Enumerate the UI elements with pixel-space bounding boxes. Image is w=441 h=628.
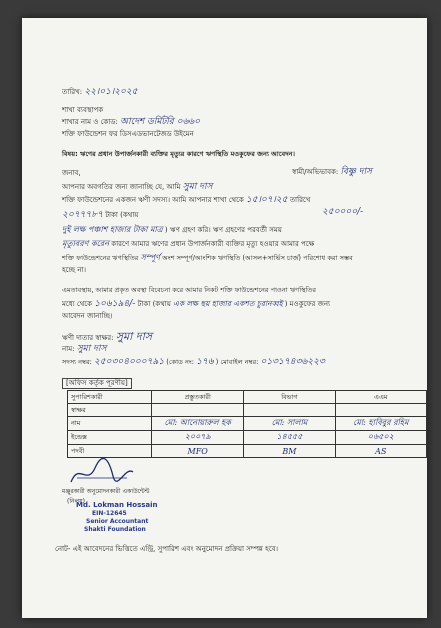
mobile-value: ০১৩১৭৪৩৬২২৩ xyxy=(260,357,325,367)
waiver-words-value: এক লক্ষ ছয় হাজার একশত চুরানব্বই xyxy=(173,299,283,308)
code-label: (কোড নং: xyxy=(166,358,194,366)
body-line-3 xyxy=(62,211,139,220)
table-cell xyxy=(152,445,244,458)
code-value: ১৭৬ xyxy=(196,357,214,367)
body-line-3b xyxy=(62,225,282,235)
body-text: আপনার অবগতির জন্য জানাচ্ছি যে, আমি xyxy=(62,183,181,191)
table-header-cell: সুপারিশকারী xyxy=(68,391,152,404)
foundation-name: শক্তি ফাউন্ডেশন ফর ডিসএডভানটেজড উইমেন xyxy=(62,130,194,138)
approver-label: মঞ্জুরকারী অনুমোদনকারী একাউন্টেন্ট xyxy=(62,488,150,495)
table-header-row xyxy=(68,391,427,404)
body-text: অংশ সম্পূর্ণ/আংশিক ঋণস্থিতি (আসল+সার্ভিস চার্জ) পরিশোধ করা সম্ভব xyxy=(162,254,353,262)
cell-value: ০৬৫০২ xyxy=(367,432,394,441)
cell-value: মো: আনোয়ারুল হক xyxy=(164,418,231,427)
body-text: কারণে আমার ঋণের প্রধান উপার্জনকারী ব্যক্তির মৃত্যু হওয়ার আমার পক্ষে xyxy=(111,240,315,248)
branch-label: শাখার নাম ও কোড: xyxy=(62,118,118,126)
approver-name: Md. Lokman Hossain xyxy=(76,501,158,509)
death-reason-value: মৃত্যুবরণ করেন xyxy=(62,239,109,248)
office-use-label: [অফিস কর্তৃক পূরণীয়] xyxy=(62,378,132,389)
date-value: ২২।০১।২০২৫ xyxy=(84,87,138,97)
table-header-cell: বিভাগ xyxy=(244,391,335,404)
cell-value: BM xyxy=(282,446,297,456)
body-text: টাকা (কথায় xyxy=(105,211,139,219)
loan-words-value: দুই লক্ষ পঞ্চাশ হাজার টাকা মাত্র xyxy=(62,225,163,234)
signature-row xyxy=(62,332,152,343)
table-cell xyxy=(152,417,244,431)
row-label: স্বাক্ষর xyxy=(68,404,152,417)
cell-value: মো: সালাম xyxy=(271,418,308,427)
approver-org: Shakti Foundation xyxy=(84,526,146,533)
application-sheet xyxy=(22,18,427,618)
member-label: সদস্য নম্বর: xyxy=(62,358,92,366)
table-cell xyxy=(244,431,335,445)
husband-row xyxy=(292,168,372,177)
husband-label: স্বামী/অভিভাবক: xyxy=(292,168,339,176)
table-cell xyxy=(335,417,426,431)
row-label: পদবী xyxy=(68,445,152,458)
date-label: তারিখ: xyxy=(62,88,83,96)
table-cell xyxy=(152,404,244,417)
mobile-label: ) মোবাইল নম্বর: xyxy=(215,358,259,366)
body-line-4 xyxy=(62,239,314,249)
signature-label: ঋণী দাতার স্বাক্ষর: xyxy=(62,334,114,342)
signatory-name-row xyxy=(62,345,106,354)
table-row xyxy=(68,404,427,417)
body-text: মধ্যে থেকে xyxy=(62,300,92,308)
body-text: ) ঋণ গ্রহণ করি। ঋণ গ্রহণের পরবর্তী সময় xyxy=(164,226,282,234)
subject-line: বিষয়: ঋণের প্রধান উপার্জনকারী ব্যক্তির মৃত্যুর কারণে ঋণস্থিতি মওকুফের জন্য আবেদন। xyxy=(62,150,295,158)
table-cell xyxy=(244,445,335,458)
member-row xyxy=(62,358,325,367)
approver-ein: EIN-12645 xyxy=(92,510,127,517)
cell-value: ১৪৫৫৫ xyxy=(276,432,303,441)
row-label: নাম xyxy=(68,417,152,431)
approver-prefix: (নিলয়) xyxy=(67,498,85,505)
cell-value: MFO xyxy=(187,446,208,456)
body-text: ) মওকুফের জন্য xyxy=(284,300,331,308)
para2-line-3: আবেদন জানাচ্ছি। xyxy=(62,312,113,320)
para2-line-1: এমতাবস্থায়, আমার প্রকৃত অবস্থা বিবেচনা করে আমার নিকট শক্তি ফাউন্ডেশনের পাওনা ঋণস্থিতির xyxy=(62,286,316,294)
table-header-cell: এএম xyxy=(335,391,426,404)
husband-value: বিষ্ণু দাস xyxy=(340,167,372,177)
portion-value: সম্পূর্ণ xyxy=(140,253,160,262)
branch-row xyxy=(62,118,200,127)
table-cell xyxy=(152,431,244,445)
table-header-cell: প্রস্তুতকারী xyxy=(152,391,244,404)
waiver-amount-value: ১০৬১৯৪/- xyxy=(94,299,136,309)
footnote: নোট- এই আবেদনের ভিত্তিতে এন্ট্রি, সুপারিশ এবং অনুমোদন প্রক্রিয়া সম্পন্ন হবে। xyxy=(55,545,279,553)
loan-code-value: ২৫০০০০/- xyxy=(322,207,364,217)
body-line-5 xyxy=(62,253,353,263)
table-cell xyxy=(335,431,426,445)
loan-date-value: ১৫।০৭।২৫ xyxy=(246,195,288,205)
loan-amount-value: ২০৭৭৭৮৭ xyxy=(62,210,103,220)
branch-value: আদেশ ডর্মিটরি ০৬৬০ xyxy=(120,117,201,127)
recommendation-table xyxy=(67,390,427,458)
body-text: শক্তি ফাউন্ডেশনের ঋণস্থিতির xyxy=(62,254,139,262)
cell-value: AS xyxy=(375,446,387,456)
body-line-1 xyxy=(62,183,212,192)
approver-title: Senior Accountant xyxy=(86,518,149,525)
body-line-2 xyxy=(62,196,310,205)
body-line-6: হচ্ছে না। xyxy=(62,266,87,274)
table-cell xyxy=(244,417,335,431)
table-cell xyxy=(244,404,335,417)
member-value: ২৫০৩০৪০০০৭৯১ xyxy=(93,357,165,367)
body-text: তারিখে xyxy=(289,196,311,204)
signature-scribble-icon xyxy=(67,456,137,490)
signatory-name-label: নাম: xyxy=(62,345,75,353)
cell-value: ২০০৭৯ xyxy=(184,432,211,441)
salutation: জনাব, xyxy=(62,169,81,177)
recipient-title: শাখা ব্যবস্থাপক xyxy=(62,106,104,114)
table-cell xyxy=(335,404,426,417)
table-cell xyxy=(335,445,426,458)
applicant-name-value: সুমা দাস xyxy=(182,182,213,192)
signatory-name-value: সুমা দাস xyxy=(76,344,107,354)
row-label: ইন্ডেক্স xyxy=(68,431,152,445)
cell-value: মো: হাবিবুর রহিম xyxy=(353,418,409,427)
para2-line-2 xyxy=(62,299,330,309)
body-text: টাকা (কথায় xyxy=(137,300,171,308)
table-row xyxy=(68,431,427,445)
body-text: শক্তি ফাউন্ডেশনের একজন ঋণী সদস্য। আমি আপনার শাখা থেকে xyxy=(62,196,244,204)
table-row xyxy=(68,417,427,431)
date-row xyxy=(62,88,138,97)
signature-value: সুমা দাস xyxy=(115,330,153,343)
